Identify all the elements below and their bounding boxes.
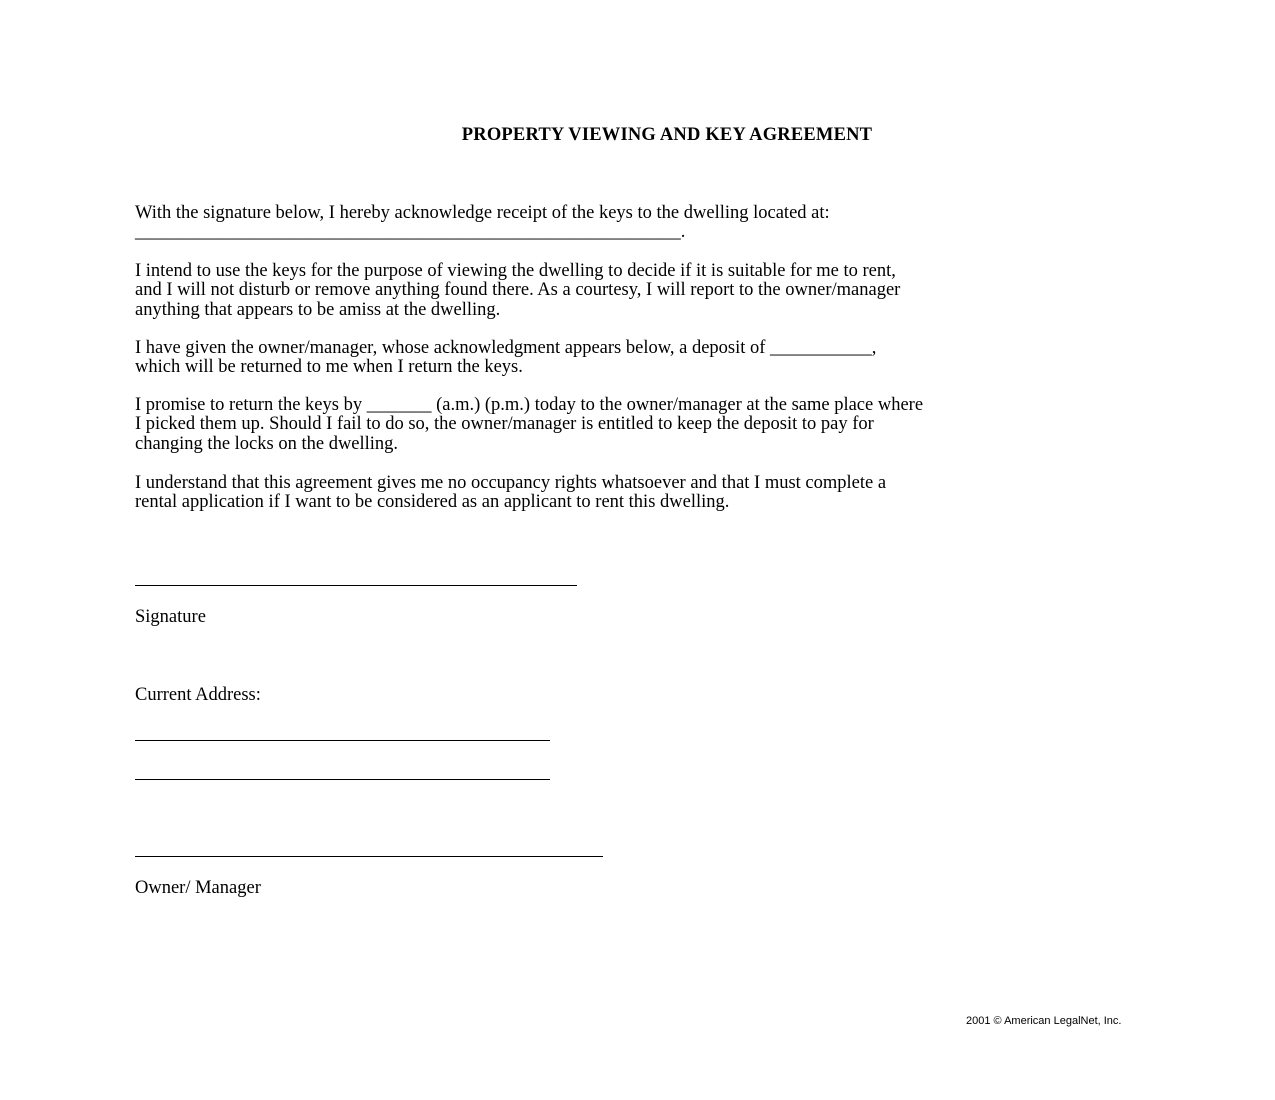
paragraph-key-receipt [135,204,1215,243]
paragraph-deposit [135,339,1215,378]
paragraph-occupancy [135,474,1215,513]
document-title: PROPERTY VIEWING AND KEY AGREEMENT [461,125,873,145]
owner-manager-signature-line[interactable] [135,856,603,857]
paragraph-line: changing the locks on the dwelling. [135,433,399,454]
dwelling-address-blank: ___________________________________________________________. [135,222,686,243]
address-line-1[interactable] [135,740,550,741]
address-line-2[interactable] [135,779,550,780]
paragraph-line: which will be returned to me when I return the keys. [135,357,523,378]
paragraph-line: rental application if I want to be considered as an applicant to rent this dwelling. [135,492,730,513]
paragraph-return-keys [135,396,1215,454]
signature-label: Signature [135,607,206,627]
paragraph-line: I intend to use the keys for the purpose of viewing the dwelling to decide if it is suitable for me to rent, [135,261,896,281]
paragraph-line: I understand that this agreement gives me no occupancy rights whatsoever and that I must complete a [135,473,887,493]
copyright-notice: 2001 © American LegalNet, Inc. [966,1015,1122,1027]
paragraph-line: anything that appears to be amiss at the dwelling. [135,299,501,320]
paragraph-purpose [135,262,1215,320]
paragraph-line: I promise to return the keys by _______ (a.m.) (p.m.) today to the owner/manager at the same place where [135,395,924,415]
paragraph-line: With the signature below, I hereby acknowledge receipt of the keys to the dwelling located at: [135,203,830,223]
signature-line[interactable] [135,585,577,586]
paragraph-line: I picked them up. Should I fail to do so, the owner/manager is entitled to keep the deposit to pay for [135,414,874,435]
paragraph-line: I have given the owner/manager, whose acknowledgment appears below, a deposit of ___________, [135,338,877,358]
owner-manager-label: Owner/ Manager [135,878,261,898]
current-address-label: Current Address: [135,685,261,705]
paragraph-line: and I will not disturb or remove anything found there. As a courtesy, I will report to the owner/manager [135,280,901,301]
